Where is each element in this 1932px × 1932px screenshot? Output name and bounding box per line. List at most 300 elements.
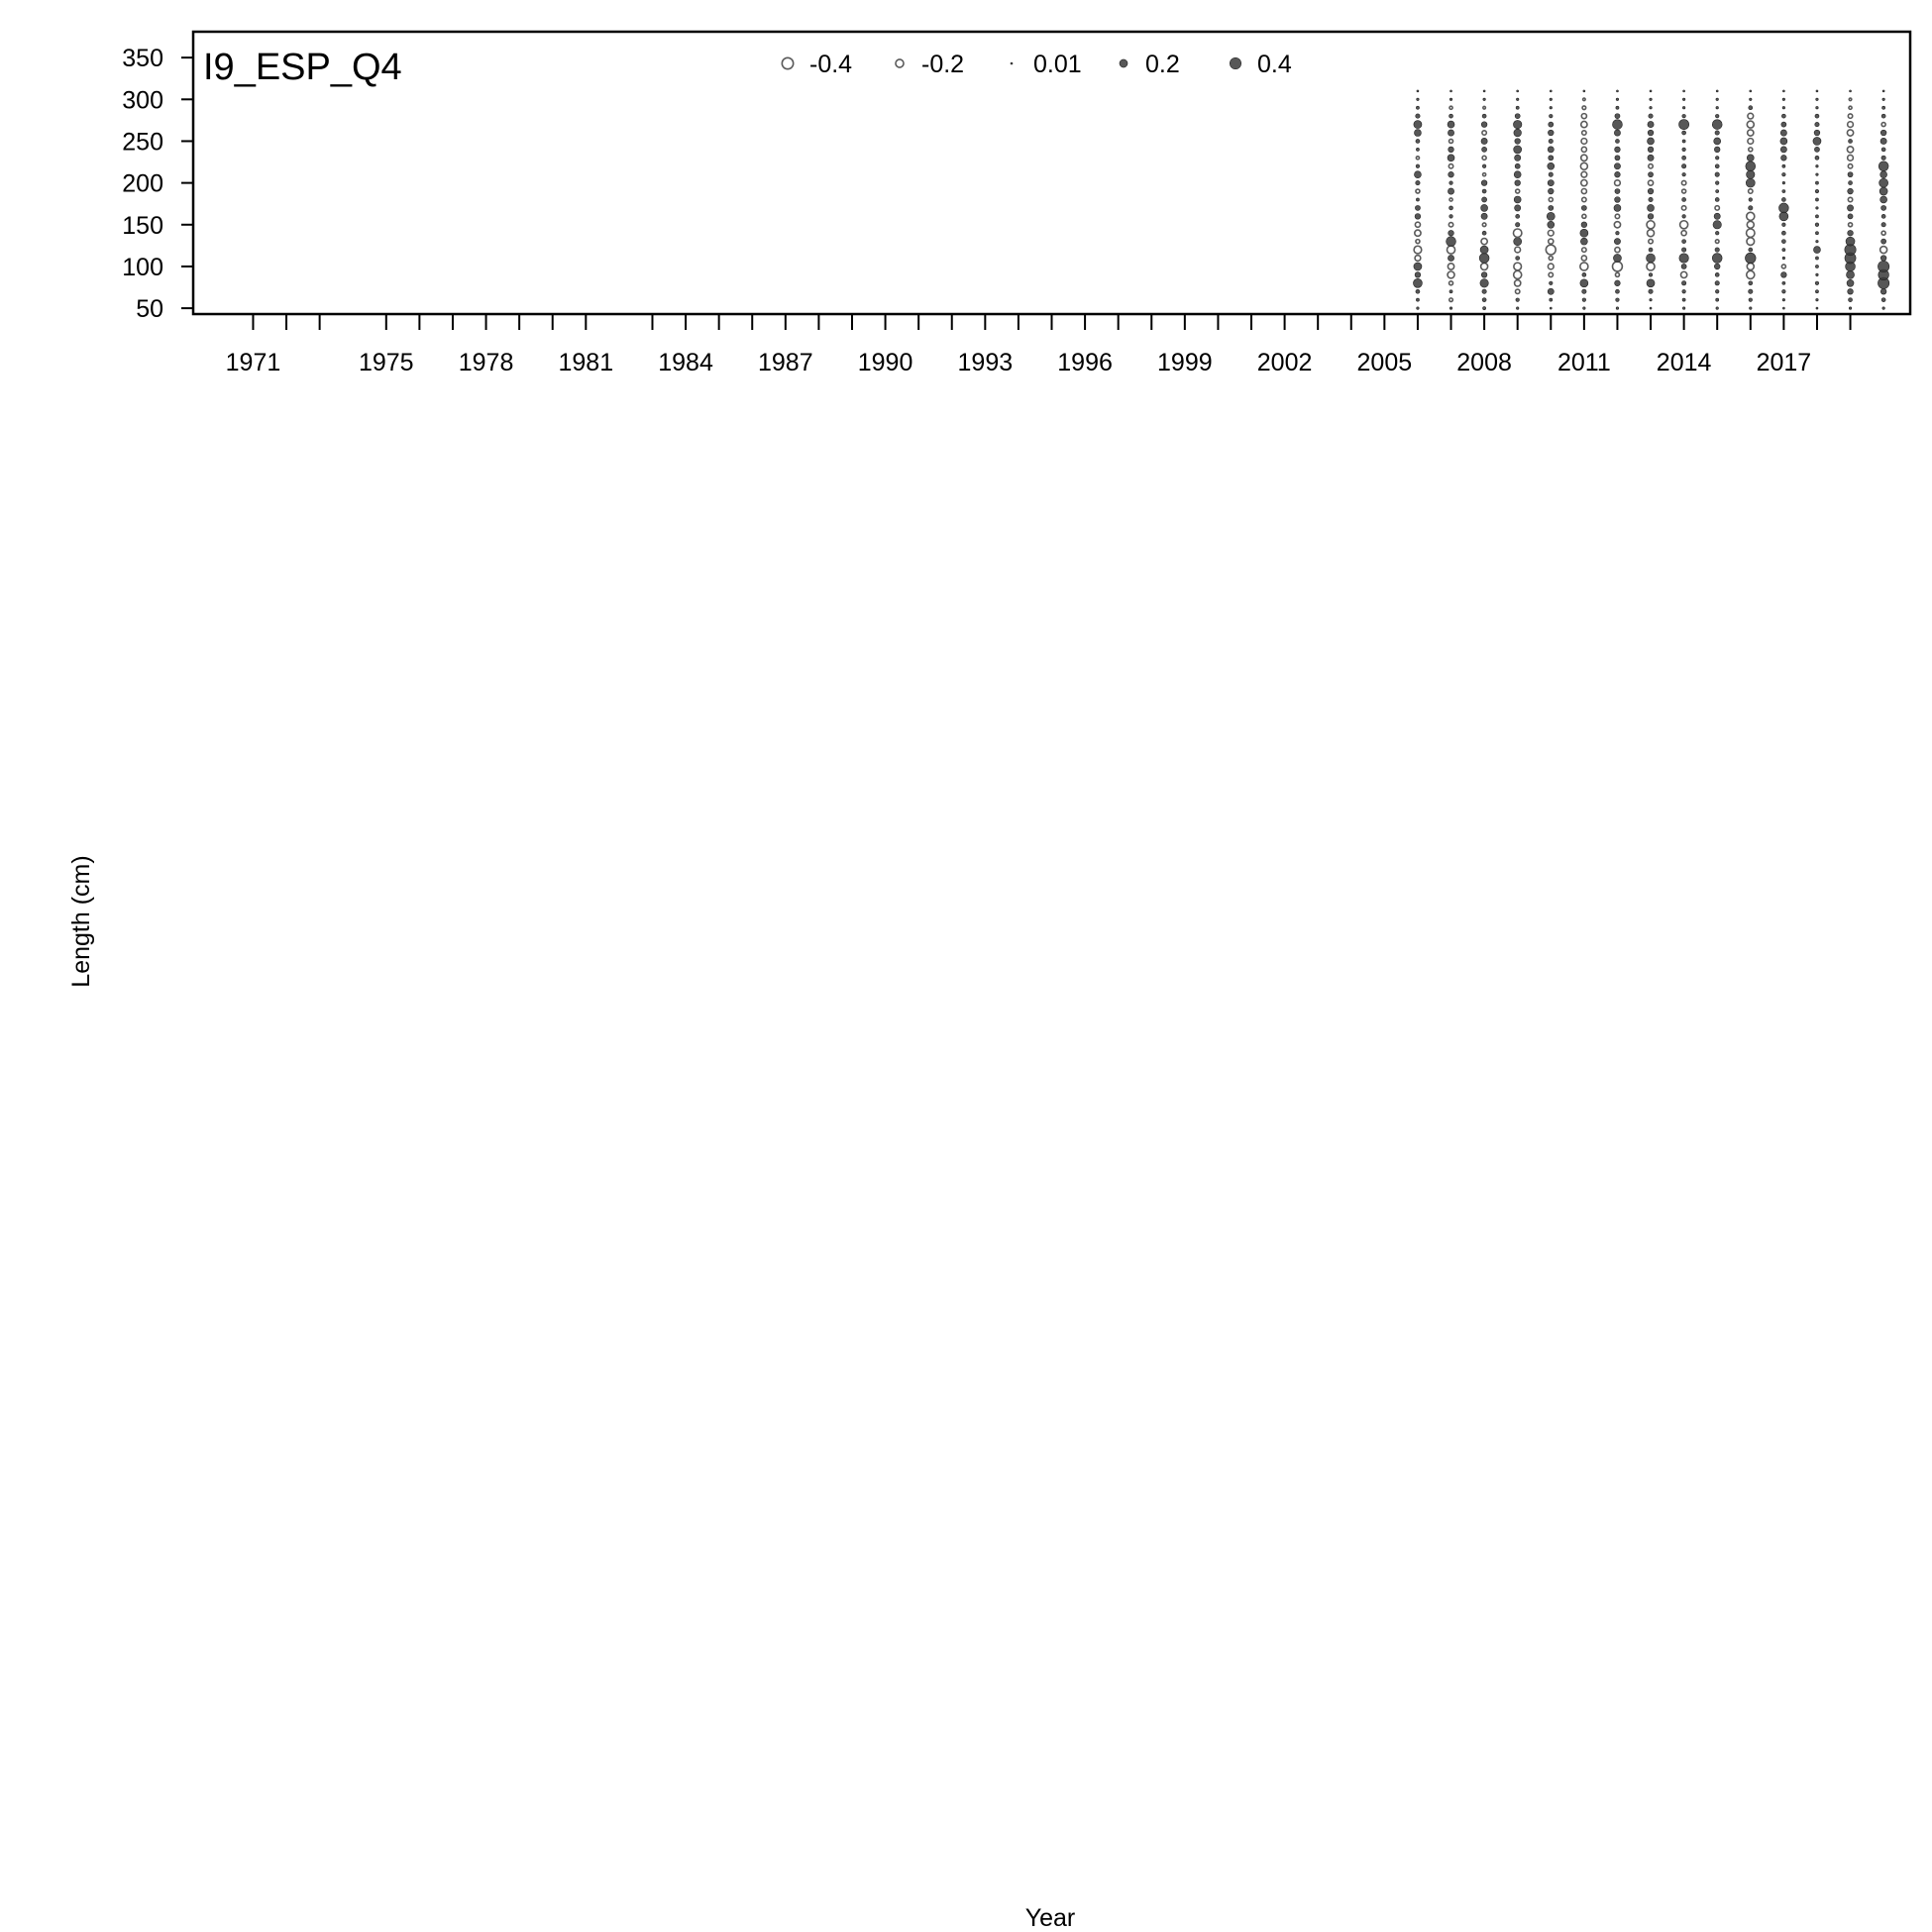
residual-bubble [1650, 98, 1653, 101]
residual-bubble [1878, 261, 1888, 271]
residual-bubble [1514, 238, 1522, 246]
residual-bubble [1648, 155, 1654, 161]
residual-bubble [1448, 130, 1453, 136]
residual-bubble [1549, 122, 1554, 127]
residual-bubble [1882, 90, 1884, 92]
residual-bubble [1782, 90, 1784, 92]
residual-bubble [1815, 265, 1818, 268]
residual-bubble [1749, 281, 1753, 285]
residual-bubble [1416, 148, 1419, 151]
residual-bubble [1848, 288, 1854, 294]
residual-bubble [1515, 155, 1521, 161]
residual-bubble [1516, 214, 1520, 218]
residual-bubble [1881, 114, 1885, 118]
residual-bubble [1715, 272, 1719, 276]
residual-bubble [1815, 223, 1819, 227]
residual-bubble [1714, 264, 1720, 269]
residual-bubble [1547, 212, 1555, 220]
residual-bubble [1416, 180, 1420, 184]
x-tick-label: 1996 [1057, 349, 1113, 376]
residual-bubble [1880, 196, 1887, 203]
residual-bubble [1715, 131, 1719, 135]
residual-bubble [1816, 307, 1818, 309]
chart-title: I9_ESP_Q4 [203, 47, 402, 88]
residual-bubble [1514, 196, 1521, 203]
residual-bubble [1548, 147, 1554, 153]
residual-bubble [1648, 147, 1654, 153]
residual-bubble [1715, 248, 1719, 252]
residual-bubble [1816, 98, 1819, 101]
residual-bubble [1548, 288, 1554, 294]
legend-symbol [1230, 57, 1240, 68]
residual-bubble [1847, 205, 1853, 211]
residual-bubble [1649, 114, 1653, 118]
residual-bubble [1815, 232, 1818, 235]
residual-bubble [1514, 146, 1522, 154]
residual-bubble [1781, 231, 1785, 235]
residual-bubble [1550, 90, 1552, 92]
residual-bubble [1681, 248, 1685, 252]
residual-bubble [1847, 279, 1854, 286]
residual-bubble [1848, 230, 1854, 236]
residual-bubble [1816, 207, 1819, 210]
residual-bubble [1849, 298, 1853, 302]
residual-bubble [1781, 240, 1785, 244]
residual-bubble [1650, 298, 1653, 301]
residual-bubble [1815, 257, 1818, 260]
residual-bubble [1615, 139, 1619, 143]
residual-bubble [1848, 214, 1853, 219]
x-tick-label: 1971 [225, 349, 281, 376]
residual-bubble [1816, 298, 1819, 301]
residual-bubble [1716, 98, 1719, 101]
residual-bubble [1850, 90, 1852, 92]
residual-bubble [1814, 147, 1819, 152]
residual-bubble [1849, 139, 1853, 143]
residual-bubble [1583, 90, 1585, 92]
residual-bubble [1715, 164, 1719, 168]
residual-bubble [1778, 203, 1788, 213]
x-tick-label: 1990 [857, 349, 913, 376]
residual-bubble [1681, 264, 1686, 268]
x-tick-label: 2008 [1456, 349, 1512, 376]
legend-symbol [1120, 59, 1127, 67]
residual-bubble [1550, 98, 1553, 101]
residual-bubble [1614, 130, 1620, 136]
residual-bubble [1816, 106, 1819, 109]
residual-bubble [1816, 240, 1819, 243]
residual-bubble [1750, 98, 1753, 101]
residual-bubble [1516, 256, 1520, 260]
residual-bubble [1682, 106, 1685, 109]
residual-bubble [1481, 122, 1487, 128]
residual-bubble [1682, 131, 1686, 135]
residual-bubble [1880, 171, 1887, 178]
residual-bubble [1881, 223, 1885, 227]
residual-bubble [1516, 98, 1519, 101]
residual-bubble [1616, 307, 1619, 310]
y-tick-label: 100 [122, 253, 163, 281]
residual-bubble [1515, 139, 1521, 145]
residual-bubble [1549, 172, 1553, 176]
residual-bubble [1814, 130, 1820, 136]
residual-bubble [1782, 98, 1785, 101]
residual-bubble [1550, 307, 1552, 309]
y-tick-label: 250 [122, 128, 163, 157]
residual-bubble [1413, 278, 1422, 287]
residual-bubble [1548, 188, 1554, 194]
x-tick-label: 1999 [1157, 349, 1213, 376]
residual-bubble [1516, 106, 1519, 109]
residual-bubble [1816, 90, 1818, 92]
residual-bubble [1582, 289, 1586, 293]
residual-bubble [1815, 114, 1819, 118]
residual-bubble [1816, 173, 1819, 176]
residual-bubble [1449, 206, 1453, 210]
residual-bubble [1581, 205, 1586, 210]
residual-bubble [1548, 162, 1555, 169]
residual-bubble [1513, 120, 1521, 128]
residual-bubble [1482, 114, 1486, 118]
residual-bubble [1846, 237, 1855, 246]
residual-bubble [1614, 239, 1620, 245]
residual-bubble [1648, 214, 1654, 220]
residual-bubble [1649, 273, 1653, 277]
residual-bubble [1483, 98, 1486, 101]
residual-bubble [1779, 212, 1788, 221]
residual-bubble [1782, 289, 1786, 293]
residual-bubble [1782, 257, 1785, 260]
residual-bubble [1449, 98, 1452, 101]
residual-bubble [1414, 121, 1422, 129]
residual-bubble [1847, 270, 1855, 278]
x-tick-label: 1993 [957, 349, 1014, 376]
residual-bubble [1548, 180, 1554, 186]
residual-bubble [1481, 272, 1487, 278]
residual-bubble [1682, 307, 1685, 310]
residual-bubble [1615, 189, 1620, 194]
residual-bubble [1449, 147, 1454, 153]
residual-bubble [1515, 205, 1521, 211]
residual-bubble [1715, 289, 1719, 293]
y-axis-label: Length (cm) [67, 855, 95, 988]
residual-bubble [1716, 298, 1719, 301]
residual-bubble [1815, 215, 1818, 218]
residual-bubble [1448, 121, 1454, 128]
residual-bubble [1880, 130, 1886, 136]
residual-bubble [1712, 120, 1722, 130]
residual-bubble [1683, 90, 1685, 92]
legend-label: 0.2 [1145, 51, 1180, 78]
x-tick-label: 1978 [458, 349, 514, 376]
residual-bubble [1746, 178, 1755, 187]
residual-bubble [1715, 197, 1719, 201]
residual-bubble [1781, 122, 1786, 127]
residual-bubble [1415, 272, 1421, 278]
residual-bubble [1882, 307, 1885, 310]
residual-bubble [1549, 114, 1553, 118]
residual-bubble [1481, 138, 1487, 144]
residual-bubble [1517, 90, 1519, 92]
residual-bubble [1648, 121, 1654, 127]
legend-label: -0.4 [809, 51, 853, 78]
residual-bubble [1813, 247, 1820, 254]
residual-bubble [1481, 204, 1488, 211]
residual-bubble [1880, 256, 1886, 262]
residual-bubble [1416, 164, 1420, 168]
residual-bubble [1682, 172, 1686, 176]
residual-bubble [1550, 298, 1553, 301]
residual-bubble [1815, 281, 1819, 285]
residual-bubble [1583, 307, 1586, 310]
residual-bubble [1712, 254, 1722, 264]
residual-bubble [1815, 189, 1819, 193]
residual-bubble [1816, 164, 1819, 167]
y-tick-label: 50 [136, 295, 163, 324]
residual-bubble [1615, 171, 1621, 177]
residual-bubble [1580, 238, 1587, 245]
residual-bubble [1682, 289, 1686, 293]
residual-bubble [1782, 181, 1785, 184]
residual-bubble [1881, 148, 1885, 152]
residual-bubble [1815, 156, 1819, 160]
residual-bubble [1415, 214, 1421, 220]
residual-bubble [1482, 298, 1486, 302]
residual-bubble [1414, 171, 1421, 178]
residual-bubble [1648, 188, 1654, 194]
residual-bubble [1580, 279, 1588, 287]
residual-bubble [1482, 197, 1487, 202]
residual-bubble [1482, 231, 1486, 235]
legend-label: -0.2 [921, 51, 965, 78]
residual-bubble [1515, 180, 1521, 186]
residual-bubble [1816, 273, 1819, 276]
residual-bubble [1449, 230, 1454, 236]
residual-bubble [1549, 281, 1553, 285]
residual-bubble [1449, 215, 1453, 219]
residual-bubble [1615, 280, 1621, 286]
x-tick-label: 2017 [1756, 349, 1812, 376]
residual-bubble [1881, 214, 1885, 218]
residual-bubble [1416, 139, 1420, 143]
residual-bubble [1449, 307, 1452, 310]
x-axis-label: Year [1024, 1904, 1076, 1932]
residual-bubble [1414, 263, 1422, 270]
residual-bubble [1516, 307, 1519, 310]
residual-bubble [1613, 120, 1623, 130]
residual-bubble [1815, 198, 1818, 201]
residual-bubble [1448, 155, 1454, 161]
residual-bubble [1515, 114, 1520, 119]
x-tick-label: 2014 [1656, 349, 1712, 376]
residual-bubble [1514, 171, 1521, 178]
residual-bubble [1550, 106, 1553, 109]
residual-bubble [1716, 189, 1719, 192]
residual-bubble [1681, 281, 1685, 285]
residual-bubble [1516, 298, 1520, 302]
residual-bubble [1749, 206, 1753, 210]
x-tick-label: 2002 [1256, 349, 1313, 376]
residual-bubble [1614, 163, 1620, 169]
residual-bubble [1882, 98, 1885, 101]
residual-bubble [1615, 114, 1620, 119]
residual-bubble [1647, 279, 1655, 287]
residual-bubble [1881, 156, 1885, 160]
residual-bubble [1581, 222, 1587, 228]
residual-bubble [1417, 98, 1420, 101]
residual-bubble [1648, 138, 1655, 145]
residual-bubble [1483, 90, 1485, 92]
residual-bubble [1417, 307, 1420, 310]
residual-bubble [1782, 189, 1785, 192]
residual-bubble [1782, 223, 1786, 227]
x-tick-label: 1975 [358, 349, 414, 376]
residual-bubble [1549, 205, 1554, 210]
residual-bubble [1715, 231, 1719, 235]
residual-bubble [1780, 138, 1787, 145]
residual-bubble [1480, 246, 1488, 254]
residual-bubble [1414, 130, 1421, 137]
residual-bubble [1582, 298, 1586, 302]
residual-bubble [1613, 254, 1621, 262]
residual-bubble [1615, 156, 1620, 161]
residual-bubble [1615, 289, 1619, 293]
residual-bubble [1649, 289, 1653, 293]
residual-bubble [1515, 163, 1520, 168]
y-tick-label: 200 [122, 169, 163, 198]
residual-bubble [1749, 198, 1753, 202]
residual-bubble [1750, 307, 1753, 310]
residual-bubble [1682, 98, 1685, 101]
residual-bubble [1781, 197, 1785, 201]
residual-bubble [1650, 307, 1652, 309]
residual-bubble [1848, 172, 1853, 177]
residual-bubble [1681, 164, 1685, 168]
residual-bubble [1715, 181, 1719, 185]
residual-bubble [1449, 290, 1452, 293]
residual-bubble [1449, 181, 1453, 185]
residual-bubble [1749, 106, 1753, 110]
legend-label: 0.4 [1257, 51, 1292, 78]
residual-bubble [1878, 161, 1888, 171]
residual-bubble [1749, 248, 1753, 252]
residual-bubble [1616, 231, 1620, 235]
residual-bubble [1848, 188, 1854, 194]
residual-bubble [1781, 272, 1787, 278]
residual-bubble [1682, 197, 1686, 201]
residual-bubble [1879, 187, 1887, 195]
residual-bubble [1716, 307, 1719, 310]
residual-bubble [1649, 248, 1653, 252]
residual-bubble [1815, 290, 1818, 293]
residual-bubble [1880, 138, 1886, 144]
residual-bubble [1482, 164, 1486, 168]
y-tick-label: 350 [122, 45, 163, 73]
residual-bubble [1483, 307, 1486, 310]
residual-bubble [1616, 90, 1618, 92]
residual-bubble [1548, 130, 1554, 136]
residual-bubble [1548, 221, 1555, 228]
residual-bubble [1881, 298, 1885, 302]
residual-bubble [1745, 253, 1756, 264]
residual-bubble [1714, 147, 1720, 153]
residual-bubble [1416, 289, 1420, 293]
residual-bubble [1714, 213, 1720, 219]
residual-bubble [1615, 147, 1621, 153]
y-tick-label: 150 [122, 211, 163, 240]
residual-bubble [1648, 204, 1655, 211]
residual-bubble [1616, 106, 1619, 109]
residual-bubble [1782, 106, 1785, 109]
residual-bubble [1682, 114, 1686, 118]
y-tick-label: 300 [122, 86, 163, 115]
x-tick-label: 1984 [658, 349, 713, 376]
residual-bubble [1716, 106, 1719, 109]
residual-bubble [1780, 130, 1786, 136]
residual-bubble [1780, 147, 1786, 153]
residual-bubble [1716, 90, 1718, 92]
residual-bubble [1549, 156, 1554, 161]
residual-bubble [1781, 114, 1785, 118]
residual-bubble [1416, 106, 1419, 109]
residual-bubble [1782, 298, 1785, 301]
residual-bubble [1813, 137, 1821, 145]
residual-bubble [1447, 237, 1456, 247]
residual-bubble [1781, 155, 1787, 161]
x-tick-label: 2005 [1356, 349, 1413, 376]
x-tick-label: 1981 [558, 349, 614, 376]
residual-bubble [1881, 239, 1886, 244]
residual-bubble [1415, 205, 1420, 210]
residual-bubble [1649, 197, 1653, 201]
residual-bubble [1682, 148, 1686, 152]
residual-bubble [1682, 215, 1686, 219]
residual-bubble [1880, 288, 1886, 294]
residual-bubble [1648, 172, 1653, 177]
residual-bubble [1616, 98, 1619, 101]
residual-bubble [1682, 240, 1686, 244]
residual-bubble [1480, 279, 1488, 287]
residual-bubble [1647, 254, 1656, 263]
residual-bubble [1679, 120, 1689, 130]
residual-bubble [1879, 178, 1888, 187]
residual-bubble [1616, 298, 1620, 302]
legend-symbol [1011, 62, 1013, 64]
residual-bubble [1614, 204, 1621, 211]
residual-bubble [1782, 164, 1785, 167]
residual-bubble [1715, 281, 1719, 285]
x-tick-label: 1987 [758, 349, 813, 376]
residual-bubble [1448, 188, 1453, 194]
residual-bubble [1782, 307, 1784, 309]
residual-bubble [1682, 298, 1685, 301]
residual-bubble [1815, 181, 1818, 184]
residual-bubble [1746, 161, 1756, 171]
x-tick-label: 2011 [1556, 349, 1611, 376]
residual-bubble [1749, 289, 1753, 293]
residual-bubble [1849, 181, 1853, 185]
residual-bubble [1449, 171, 1454, 177]
residual-bubble [1648, 130, 1654, 136]
legend-label: 0.01 [1033, 51, 1082, 78]
residual-bubble [1682, 156, 1686, 160]
residual-bubble [1482, 289, 1486, 293]
residual-bubble [1750, 90, 1752, 92]
residual-bubble [1481, 180, 1487, 186]
residual-bubble [1549, 139, 1553, 143]
residual-bubble [1715, 157, 1719, 161]
residual-bubble [1514, 129, 1522, 137]
